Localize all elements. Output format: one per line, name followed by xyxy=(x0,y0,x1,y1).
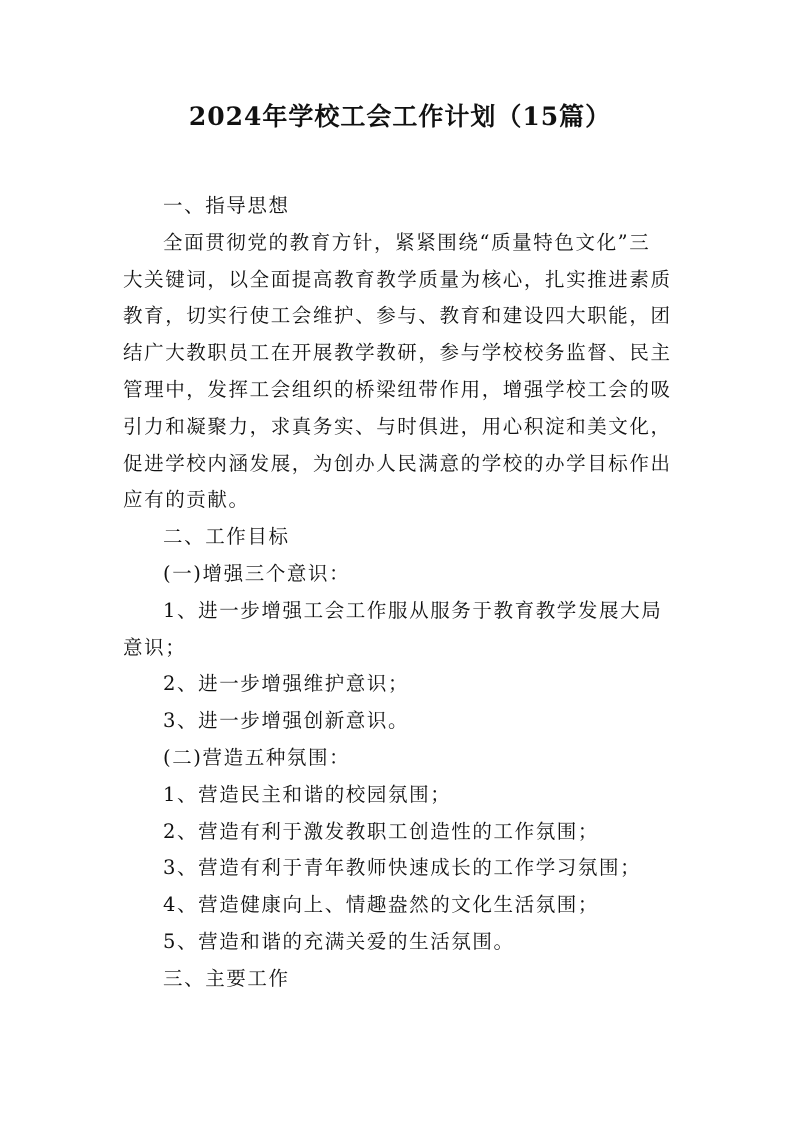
paragraph-line: 促进学校内涵发展，为创办人民满意的学校的办学目标作出 xyxy=(123,451,672,475)
subsection-heading: (二)营造五种氛围： xyxy=(163,745,351,769)
list-item: 2、进一步增强维护意识； xyxy=(163,672,410,696)
subsection-heading: (一)增强三个意识： xyxy=(163,561,351,585)
list-item: 4、营造健康向上、情趣盎然的文化生活氛围； xyxy=(163,893,600,917)
paragraph-line: 教育，切实行使工会维护、参与、教育和建设四大职能，团 xyxy=(123,304,672,328)
paragraph-line: 全面贯彻党的教育方针，紧紧围绕“质量特色文化”三 xyxy=(163,230,651,254)
paragraph-line: 应有的贡献。 xyxy=(123,488,250,512)
paragraph-line: 引力和凝聚力，求真务实、与时俱进，用心积淀和美文化， xyxy=(123,414,672,438)
list-item: 1、进一步增强工会工作服从服务于教育教学发展大局 xyxy=(163,598,663,622)
paragraph-line: 大关键词，以全面提高教育教学质量为核心，扎实推进素质 xyxy=(123,267,672,291)
document-body xyxy=(123,188,683,998)
paragraph-line: 管理中，发挥工会组织的桥梁纽带作用，增强学校工会的吸 xyxy=(123,377,672,401)
section-heading: 三、主要工作 xyxy=(163,966,290,990)
document-title: 2024年学校工会工作计划（15篇） xyxy=(188,102,612,131)
section-heading: 一、指导思想 xyxy=(163,194,290,217)
list-item: 3、进一步增强创新意识。 xyxy=(163,709,410,733)
list-item: 2、营造有利于激发教职工创造性的工作氛围； xyxy=(163,819,600,843)
list-item: 3、营造有利于青年教师快速成长的工作学习氛围； xyxy=(163,856,642,880)
section-heading: 二、工作目标 xyxy=(163,525,290,549)
list-item: 5、营造和谐的充满关爱的生活氛围。 xyxy=(163,929,515,953)
paragraph-line: 结广大教职员工在开展教学教研，参与学校校务监督、民主 xyxy=(123,341,672,365)
list-item: 1、营造民主和谐的校园氛围； xyxy=(163,782,452,806)
list-item-continuation: 意识； xyxy=(123,635,187,659)
